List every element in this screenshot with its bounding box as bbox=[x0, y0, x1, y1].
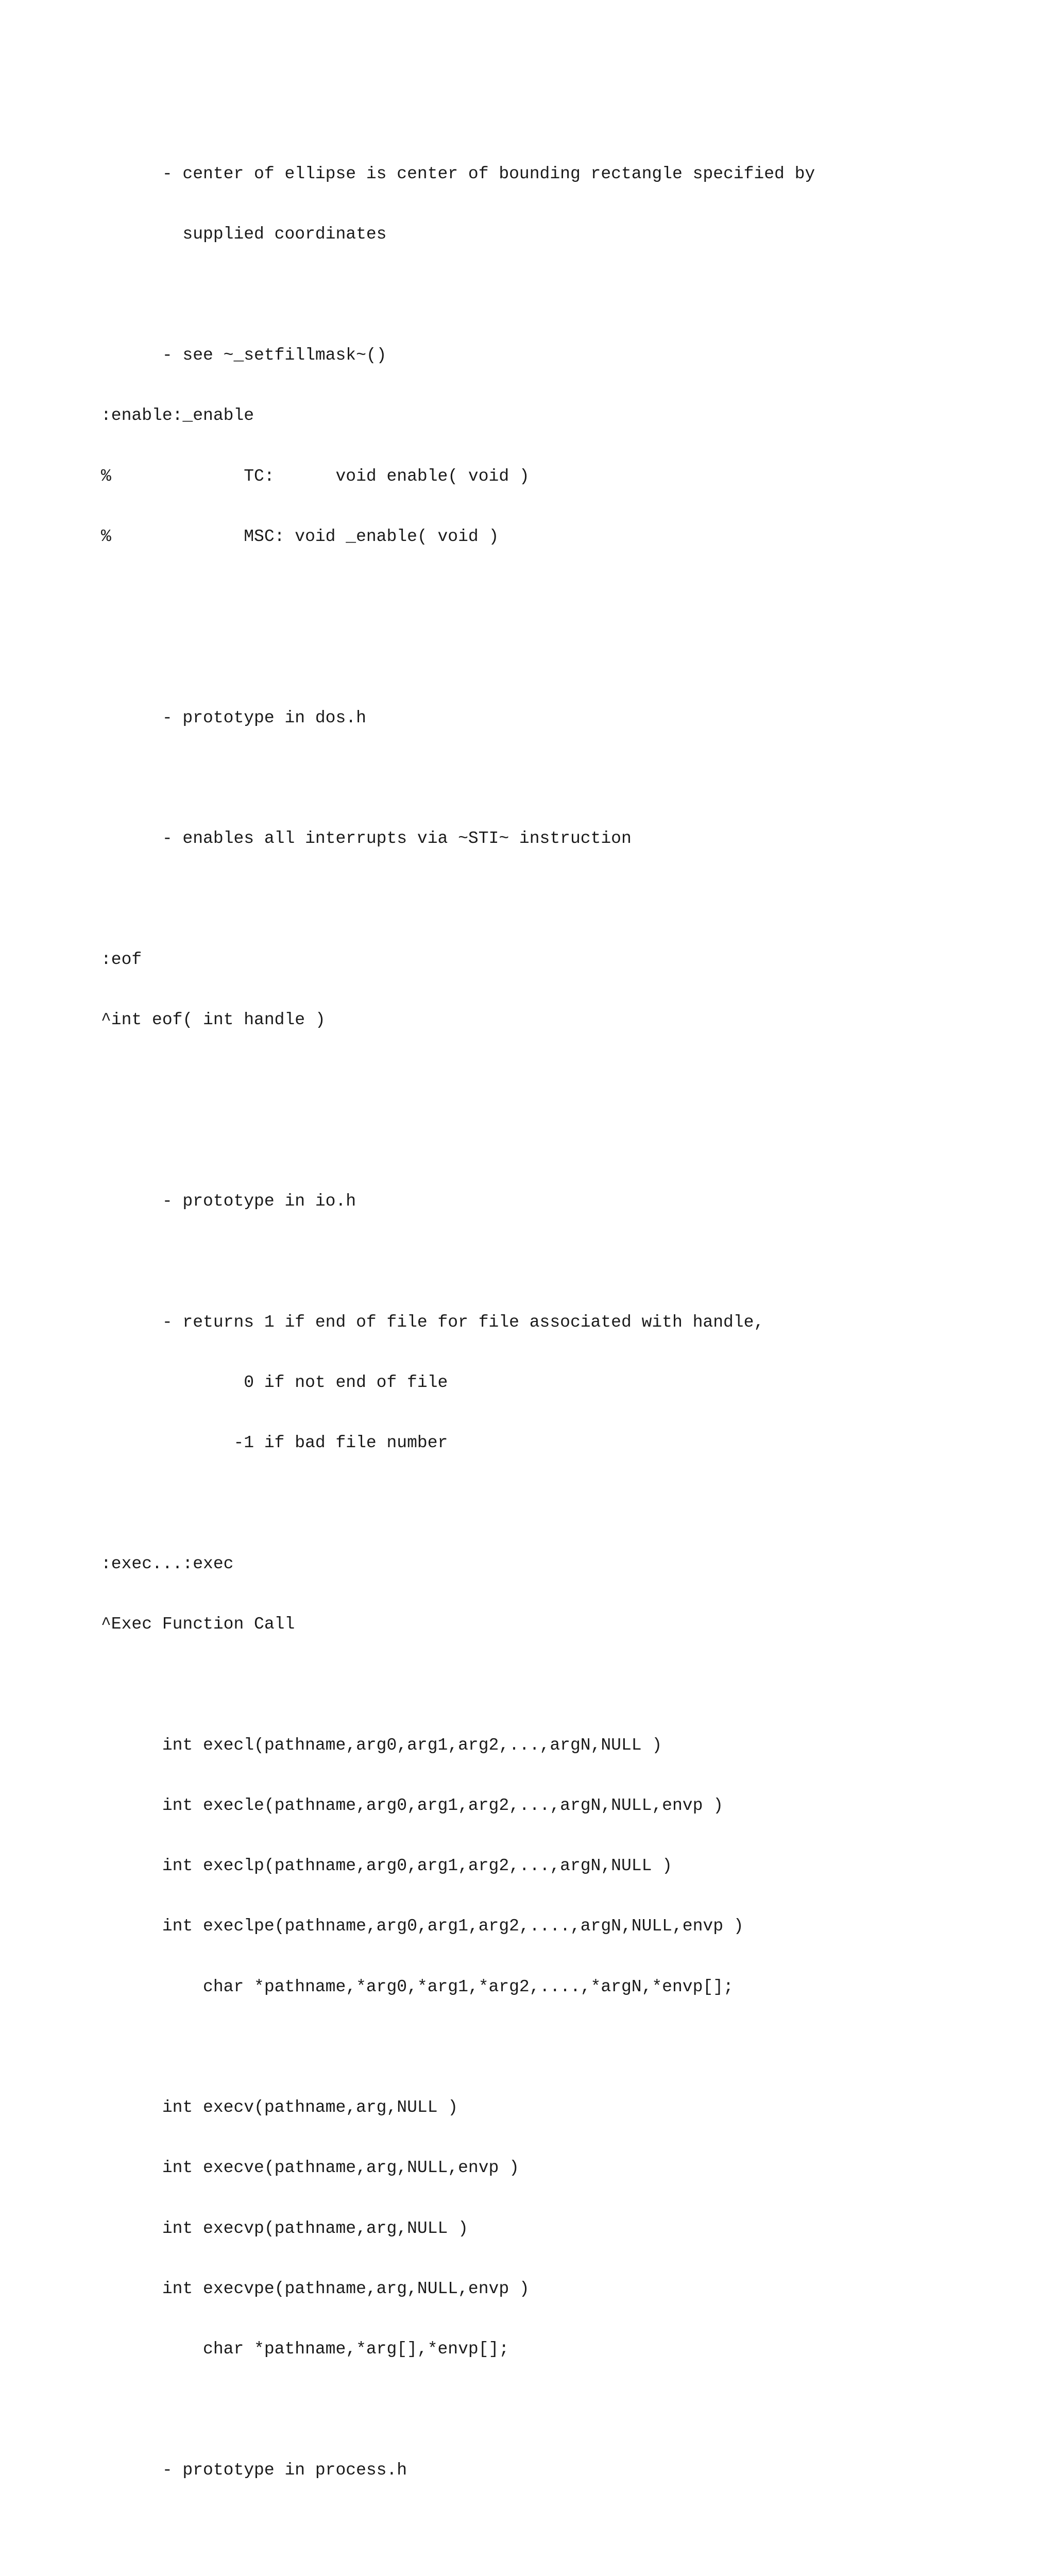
document-text bbox=[101, 124, 815, 2576]
text-line: int execvpe(pathname,arg,NULL,envp ) bbox=[101, 2279, 530, 2299]
text-line: char *pathname,*arg[],*envp[]; bbox=[101, 2340, 509, 2359]
text-line: - see ~_setfillmask~() bbox=[101, 346, 387, 365]
text-line: int execlpe(pathname,arg0,arg1,arg2,....,argN,NULL,envp ) bbox=[101, 1917, 744, 1936]
text-line bbox=[101, 1131, 815, 1151]
text-line bbox=[101, 768, 815, 788]
text-line: int execle(pathname,arg0,arg1,arg2,...,argN,NULL,envp ) bbox=[101, 1795, 723, 1815]
text-line: - returns 1 if end of file for file associated with handle, bbox=[101, 1312, 764, 1332]
text-line: % TC: void enable( void ) bbox=[101, 466, 530, 486]
text-line: int execv(pathname,arg,NULL ) bbox=[101, 2098, 458, 2117]
text-line: - prototype in process.h bbox=[101, 2460, 407, 2480]
text-line: - prototype in dos.h bbox=[101, 708, 366, 727]
text-line: int execvp(pathname,arg,NULL ) bbox=[101, 2218, 468, 2238]
text-line: -1 if bad file number bbox=[101, 1433, 448, 1453]
text-line: :exec...:exec bbox=[101, 1554, 234, 1573]
text-line: ^int eof( int handle ) bbox=[101, 1010, 326, 1030]
text-line bbox=[101, 1674, 815, 1694]
text-line: supplied coordinates bbox=[101, 225, 387, 244]
text-line: :enable:_enable bbox=[101, 406, 254, 426]
text-line: int execve(pathname,arg,NULL,envp ) bbox=[101, 2158, 519, 2178]
text-line bbox=[101, 2037, 815, 2057]
text-line: ^Exec Function Call bbox=[101, 1614, 295, 1634]
text-line bbox=[101, 647, 815, 667]
text-line bbox=[101, 1251, 815, 1272]
text-line: - enables all interrupts via ~STI~ instruction bbox=[101, 829, 632, 849]
text-line: - prototype in io.h bbox=[101, 1191, 356, 1211]
text-line: int execlp(pathname,arg0,arg1,arg2,...,argN,NULL ) bbox=[101, 1856, 672, 1876]
text-line: int execl(pathname,arg0,arg1,arg2,...,argN,NULL ) bbox=[101, 1735, 662, 1755]
text-line bbox=[101, 1493, 815, 1513]
text-line: :eof bbox=[101, 950, 142, 969]
text-line bbox=[101, 1070, 815, 1090]
text-line bbox=[101, 2520, 815, 2540]
text-line bbox=[101, 285, 815, 305]
text-line: char *pathname,*arg0,*arg1,*arg2,....,*argN,*envp[]; bbox=[101, 1977, 734, 1996]
text-line bbox=[101, 2400, 815, 2420]
text-line: - center of ellipse is center of bounding rectangle specified by bbox=[101, 164, 815, 184]
text-line bbox=[101, 889, 815, 909]
text-line: 0 if not end of file bbox=[101, 1372, 448, 1392]
text-line bbox=[101, 587, 815, 607]
text-line: % MSC: void _enable( void ) bbox=[101, 527, 499, 546]
